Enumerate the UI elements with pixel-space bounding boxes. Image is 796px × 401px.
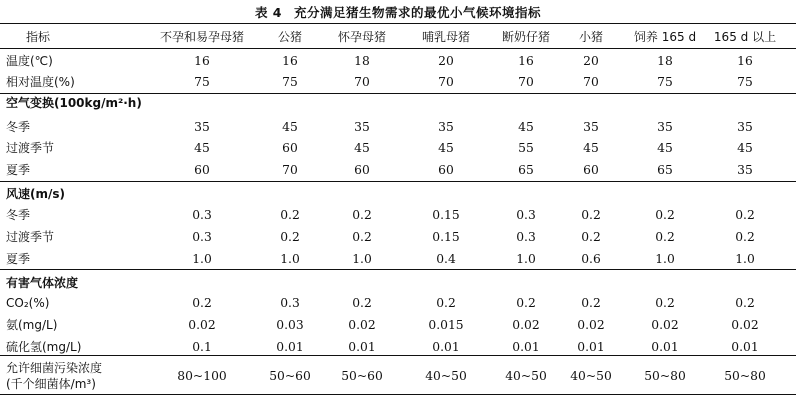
table-cell: 1.0 [516,252,536,266]
row-label: 过渡季节 [6,141,55,155]
table-cell: 18 [657,54,673,68]
table-cell: 35 [438,120,454,134]
table-cell: 16 [737,54,753,68]
row-label: CO₂(%) [6,296,50,310]
table-cell: 20 [438,54,454,68]
table-cell: 70 [354,75,370,89]
divider-harmful-gas [0,269,796,270]
table-cell: 0.01 [731,340,759,354]
column-header: 165 d 以上 [713,30,777,44]
table-cell: 45 [354,141,370,155]
section-heading: 空气变换(100kg/m²·h) [6,96,142,110]
table-cell: 0.01 [348,340,376,354]
table-cell: 40~50 [425,369,467,383]
table-cell: 0.3 [192,230,212,244]
column-header: 饲养 165 d [633,30,697,44]
table-cell: 45 [282,120,298,134]
table-cell: 70 [282,163,298,177]
table-cell: 60 [583,163,599,177]
table-cell: 0.02 [731,318,759,332]
table-cell: 35 [194,120,210,134]
table-cell: 70 [518,75,534,89]
table-cell: 35 [737,120,753,134]
table-cell: 0.2 [516,296,536,310]
table-cell: 0.01 [276,340,304,354]
row-label-sub: (千个细菌体/m³) [6,377,96,391]
table-cell: 60 [194,163,210,177]
row-label: 冬季 [6,120,31,134]
table-cell: 35 [354,120,370,134]
table-cell: 75 [282,75,298,89]
table-number: 表 4 [254,5,283,20]
table-cell: 0.01 [432,340,460,354]
table-cell: 0.2 [655,230,675,244]
table-cell: 50~80 [644,369,686,383]
table-cell: 0.2 [735,208,755,222]
row-label: 允许细菌污染浓度 [6,361,103,375]
table-cell: 0.2 [280,230,300,244]
table-cell: 0.015 [428,318,464,332]
row-label: 夏季 [6,252,31,266]
table-cell: 75 [194,75,210,89]
table-title: 充分满足猪生物需求的最优小气候环境指标 [294,5,542,20]
table-cell: 45 [657,141,673,155]
table-cell: 35 [583,120,599,134]
row-label: 温度(℃) [6,54,53,68]
table-cell: 0.15 [432,208,460,222]
table-cell: 1.0 [655,252,675,266]
table-cell: 0.3 [516,230,536,244]
header-rule [0,48,796,49]
table-cell: 0.02 [651,318,679,332]
table-cell: 0.2 [581,208,601,222]
table-cell: 0.2 [735,230,755,244]
column-header-indicator: 指标 [25,30,51,44]
column-header: 小猪 [578,30,604,44]
table-cell: 70 [583,75,599,89]
table-cell: 0.2 [735,296,755,310]
table-cell: 0.02 [188,318,216,332]
table-cell: 60 [354,163,370,177]
section-heading: 有害气体浓度 [6,276,79,290]
table-cell: 0.2 [280,208,300,222]
table-cell: 50~60 [269,369,311,383]
table-cell: 0.2 [581,230,601,244]
column-header: 不孕和易孕母猪 [159,30,245,44]
table-cell: 80~100 [177,369,227,383]
table-cell: 18 [354,54,370,68]
row-label: 过渡季节 [6,230,55,244]
table-cell: 1.0 [192,252,212,266]
table-cell: 0.3 [516,208,536,222]
table-cell: 0.02 [512,318,540,332]
table-cell: 0.2 [436,296,456,310]
table-cell: 55 [518,141,534,155]
table-cell: 0.02 [577,318,605,332]
table-cell: 20 [583,54,599,68]
table-cell: 45 [438,141,454,155]
table-cell: 0.2 [352,230,372,244]
section-heading: 风速(m/s) [6,187,65,201]
table-cell: 0.2 [581,296,601,310]
table-cell: 45 [518,120,534,134]
table-cell: 16 [282,54,298,68]
column-header: 断奶仔猪 [501,30,551,44]
table-cell: 50~80 [724,369,766,383]
divider-wind-speed [0,181,796,182]
table-caption [0,3,796,21]
table-cell: 35 [657,120,673,134]
table-cell: 16 [518,54,534,68]
table-cell: 0.6 [581,252,601,266]
table-cell: 0.3 [280,296,300,310]
table-cell: 0.4 [436,252,456,266]
table-cell: 0.2 [192,296,212,310]
row-label: 夏季 [6,163,31,177]
top-rule [0,23,796,24]
table-cell: 0.03 [276,318,304,332]
table-cell: 0.2 [655,208,675,222]
row-label: 相对温度(%) [6,75,75,89]
table-cell: 0.2 [655,296,675,310]
table-cell: 0.2 [352,296,372,310]
bottom-rule [0,394,796,395]
table-cell: 0.01 [512,340,540,354]
column-header: 公猪 [277,30,303,44]
divider-air-exchange [0,93,796,94]
table-cell: 16 [194,54,210,68]
table-cell: 65 [657,163,673,177]
table-cell: 60 [282,141,298,155]
table-cell: 75 [657,75,673,89]
row-label: 硫化氢(mg/L) [6,340,82,354]
table-cell: 40~50 [505,369,547,383]
table-cell: 70 [438,75,454,89]
table-cell: 40~50 [570,369,612,383]
table-cell: 75 [737,75,753,89]
table-cell: 45 [583,141,599,155]
table-cell: 45 [737,141,753,155]
column-header: 怀孕母猪 [337,30,387,44]
table-cell: 1.0 [280,252,300,266]
table-cell: 1.0 [735,252,755,266]
column-header: 哺乳母猪 [421,30,471,44]
divider-bacteria [0,355,796,356]
table-cell: 65 [518,163,534,177]
table-cell: 0.01 [651,340,679,354]
table-cell: 0.02 [348,318,376,332]
table-cell: 60 [438,163,454,177]
table-cell: 0.2 [352,208,372,222]
table-cell: 0.01 [577,340,605,354]
table-cell: 0.3 [192,208,212,222]
row-label: 冬季 [6,208,31,222]
table-cell: 45 [194,141,210,155]
table-cell: 0.1 [192,340,212,354]
table-cell: 50~60 [341,369,383,383]
table-cell: 0.15 [432,230,460,244]
table-cell: 35 [737,163,753,177]
table-cell: 1.0 [352,252,372,266]
row-label: 氨(mg/L) [6,318,58,332]
